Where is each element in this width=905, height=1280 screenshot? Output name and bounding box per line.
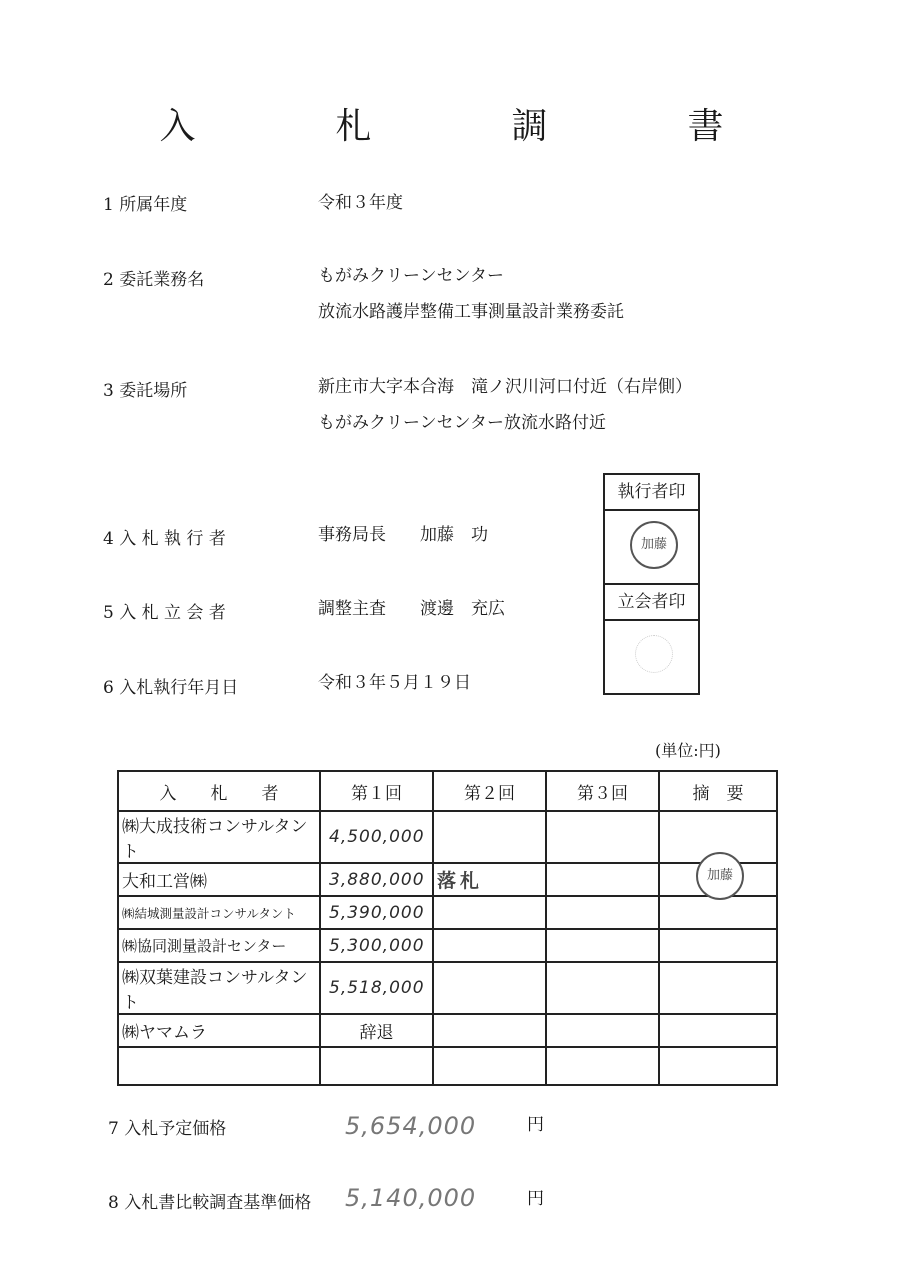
executor-stamp-label: 執行者印 [605,475,698,511]
item-label-project-name: 2 委託業務名 [103,270,205,290]
bid-round2 [433,811,546,863]
header-round1: 第１回 [320,771,433,811]
bid-round3 [546,863,659,896]
item-label-fiscal-year: 1 所属年度 [103,195,188,215]
table-row [118,896,777,929]
item-value-project-name-line1: もがみクリーンセンター [318,266,504,286]
header-round2: 第２回 [433,771,546,811]
item-label-location: 3 委託場所 [103,381,188,401]
remarks-seal: 加藤 [696,852,744,900]
bid-round3 [546,962,659,1014]
witness-stamp-label: 立会者印 [605,585,698,621]
bidder-name: ㈱結城測量設計コンサルタント [118,896,320,929]
planned-price-unit: 円 [527,1115,544,1135]
bidder-name [118,1047,320,1085]
planned-price-label: 7 入札予定価格 [108,1119,227,1139]
header-round3: 第３回 [546,771,659,811]
item-value-witness: 調整主査 渡邊 充広 [318,599,505,619]
item-value-location-line1: 新庄市大字本合海 滝ノ沢川河口付近（右岸側） [318,377,692,397]
item-label-witness: 5 入 札 立 会 者 [103,603,226,623]
item-value-project-name-line2: 放流水路護岸整備工事測量設計業務委託 [318,302,624,322]
executor-seal: 加藤 [630,521,678,569]
header-bidder: 入 札 者 [118,771,320,811]
bid-remarks [659,1047,777,1085]
bid-remarks [659,962,777,1014]
award-stamp: 落札 [433,863,546,896]
witness-stamp-box [603,583,700,695]
table-row [118,929,777,962]
item-value-bid-date: 令和３年５月１９日 [318,673,471,693]
bidder-name: ㈱協同測量設計センター [118,929,320,962]
witness-seal-faint [635,635,673,673]
item-value-fiscal-year: 令和３年度 [318,193,403,213]
bid-round1 [320,1047,433,1085]
bid-round1: 5,390,000 [320,896,433,929]
bid-round1: 辞退 [320,1014,433,1047]
bid-round3 [546,1014,659,1047]
bid-remarks [659,896,777,929]
table-row [118,962,777,1014]
bidder-name: 大和工営㈱ [118,863,320,896]
bid-remarks [659,929,777,962]
planned-price-value: 5,654,000 [345,1112,477,1140]
item-label-bid-date: 6 入札執行年月日 [103,678,239,698]
base-price-label: 8 入札書比較調査基準価格 [108,1193,312,1213]
item-value-executor: 事務局長 加藤 功 [318,525,488,545]
bid-round1: 4,500,000 [320,811,433,863]
bid-round2 [433,1014,546,1047]
bidder-name: ㈱ヤマムラ [118,1014,320,1047]
bidder-name: ㈱大成技術コンサルタント [118,811,320,863]
bid-round3 [546,896,659,929]
bid-remarks [659,863,777,896]
base-price-value: 5,140,000 [345,1184,477,1212]
executor-stamp-box [603,473,700,585]
unit-label: (単位:円) [655,741,721,760]
table-row [118,863,777,896]
bid-remarks [659,1014,777,1047]
bid-round3 [546,929,659,962]
table-row [118,1014,777,1047]
bid-round2 [433,929,546,962]
bid-round3 [546,1047,659,1085]
header-remarks: 摘 要 [659,771,777,811]
item-value-location-line2: もがみクリーンセンター放流水路付近 [318,413,606,433]
bid-table [117,770,778,1086]
bid-round1: 3,880,000 [320,863,433,896]
bid-round2 [433,1047,546,1085]
table-row [118,811,777,863]
bid-round3 [546,811,659,863]
table-row [118,1047,777,1085]
item-label-executor: 4 入 札 執 行 者 [103,529,226,549]
bid-round1: 5,518,000 [320,962,433,1014]
document-title: 入 札 調 書 [159,106,776,147]
bid-round1: 5,300,000 [320,929,433,962]
bidder-name: ㈱双葉建設コンサルタント [118,962,320,1014]
base-price-unit: 円 [527,1189,544,1209]
bid-round2 [433,896,546,929]
bid-round2 [433,962,546,1014]
bid-table-header-row [118,771,777,811]
